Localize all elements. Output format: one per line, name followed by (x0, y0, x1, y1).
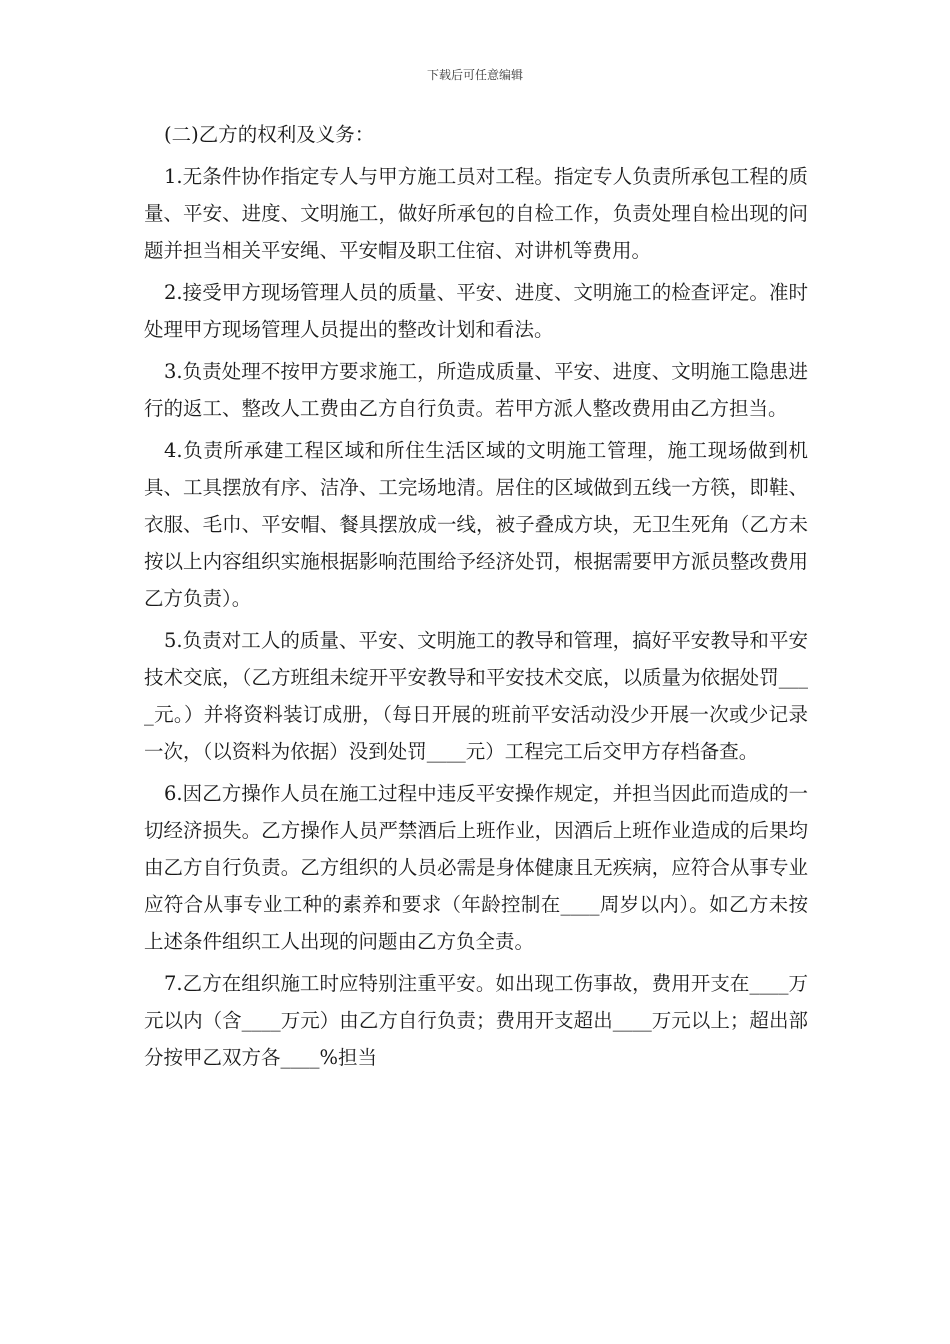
clause-4: 4.负责所承建工程区域和所住生活区域的文明施工管理，施工现场做到机具、工具摆放有序、洁净、工完场地清。居住的区域做到五线一方筷，即鞋、衣服、毛巾、平安帽、餐具摆放成一线，被子叠成方块，无卫生死角（乙方未按以上内容组织实施根据影响范围给予经济处罚，根据需要甲方派员整改费用乙方负责）。 (144, 439, 808, 610)
clause-2: 2.接受甲方现场管理人员的质量、平安、进度、文明施工的检查评定。准时处理甲方现场管理人员提出的整改计划和看法。 (144, 281, 808, 341)
clause-7: 7.乙方在组织施工时应特别注重平安。如出现工伤事故，费用开支在____万元以内（含____万元）由乙方自行负责；费用开支超出____万元以上；超出部分按甲乙双方各____%担当 (144, 972, 808, 1069)
clause-6: 6.因乙方操作人员在施工过程中违反平安操作规定，并担当因此而造成的一切经济损失。乙方操作人员严禁酒后上班作业，因酒后上班作业造成的后果均由乙方自行负责。乙方组织的人员必需是身体健康且无疾病，应符合从事专业应符合从事专业工种的素养和要求（年龄控制在____周岁以内）。如乙方未按上述条件组织工人出现的问题由乙方负全责。 (144, 782, 808, 953)
section-title: (二)乙方的权利及义务： (164, 123, 375, 146)
document-body (144, 116, 808, 1081)
clause-3: 3.负责处理不按甲方要求施工，所造成质量、平安、进度、文明施工隐患进行的返工、整改人工费由乙方自行负责。若甲方派人整改费用由乙方担当。 (144, 360, 808, 420)
clause-1: 1.无条件协作指定专人与甲方施工员对工程。指定专人负责所承包工程的质量、平安、进度、文明施工，做好所承包的自检工作，负责处理自检出现的问题并担当相关平安绳、平安帽及职工住宿、对讲机等费用。 (144, 165, 808, 262)
page-header: 下载后可任意编辑 (426, 68, 523, 82)
clause-5: 5.负责对工人的质量、平安、文明施工的教导和管理，搞好平安教导和平安技术交底，（乙方班组未绽开平安教导和平安技术交底，以质量为依据处罚____元。）并将资料装订成册，（每日开展的班前平安活动没少开展一次或少记录一次，（以资料为依据）没到处罚____元）工程完工后交甲方存档备查。 (144, 629, 808, 763)
